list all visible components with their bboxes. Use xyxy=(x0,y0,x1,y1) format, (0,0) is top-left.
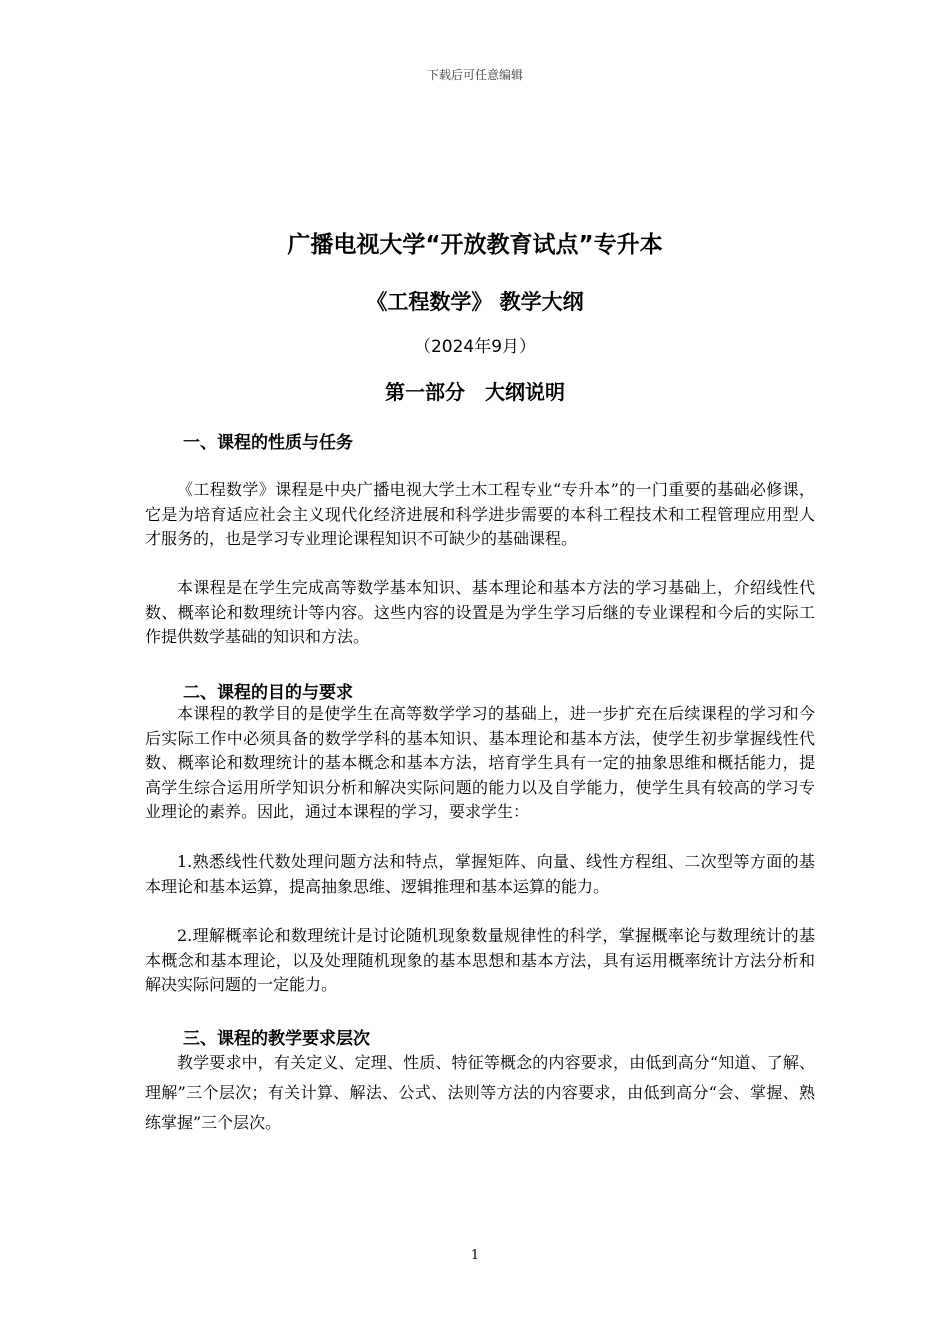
section-heading-3: 三、课程的教学要求层次 xyxy=(183,1029,370,1049)
list-item: 1.熟悉线性代数处理问题方法和特点，掌握矩阵、向量、线性方程组、二次型等方面的基本理论和基本运算，提高抽象思维、逻辑推理和基本运算的能力。 xyxy=(145,852,815,896)
paragraph: 本课程的教学目的是使学生在高等数学学习的基础上，进一步扩充在后续课程的学习和今后实际工作中必须具备的数学学科的基本知识、基本理论和基本方法，使学生初步掌握线性代数、概率论和数理统计的基本概念和基本方法，培育学生具有一定的抽象思维和概括能力，提高学生综合运用所学知识分析和解决实际问题的能力以及自学能力，使学生具有较高的学习专业理论的素养。因此，通过本课程的学习，要求学生： xyxy=(145,704,815,821)
document-title: 广播电视大学“开放教育试点”专升本 xyxy=(287,232,663,258)
paragraph: 教学要求中，有关定义、定理、性质、特征等概念的内容要求，由低到高分“知道、了解、理解”三个层次；有关计算、解法、公式、法则等方法的内容要求，由低到高分“会、掌握、熟练掌握”三个层次。 xyxy=(145,1053,815,1132)
document-date: （2024年9月） xyxy=(413,337,537,357)
list-item: 2.理解概率论和数理统计是讨论随机现象数量规律性的科学，掌握概率论与数理统计的基本概念和基本理论，以及处理随机现象的基本思想和基本方法，具有运用概率统计方法分析和解决实际问题的一定能力。 xyxy=(145,926,815,994)
section-heading-1: 一、课程的性质与任务 xyxy=(183,433,353,453)
part-title: 第一部分 大纲说明 xyxy=(385,380,565,404)
paragraph: 本课程是在学生完成高等数学基本知识、基本理论和基本方法的学习基础上，介绍线性代数、概率论和数理统计等内容。这些内容的设置是为学生学习后继的专业课程和今后的实际工作提供数学基础的知识和方法。 xyxy=(145,578,815,646)
page-number: 1 xyxy=(470,1248,480,1263)
paragraph: 《工程数学》课程是中央广播电视大学土木工程专业“专升本”的一门重要的基础必修课，它是为培育适应社会主义现代化经济进展和科学进步需要的本科工程技术和工程管理应用型人才服务的，也是学习专业理论课程知识不可缺少的基础课程。 xyxy=(145,480,815,548)
document-subtitle: 《工程数学》 教学大纲 xyxy=(366,290,584,314)
header-note: 下载后可任意编辑 xyxy=(426,68,523,82)
section-heading-2: 二、课程的目的与要求 xyxy=(183,683,353,703)
